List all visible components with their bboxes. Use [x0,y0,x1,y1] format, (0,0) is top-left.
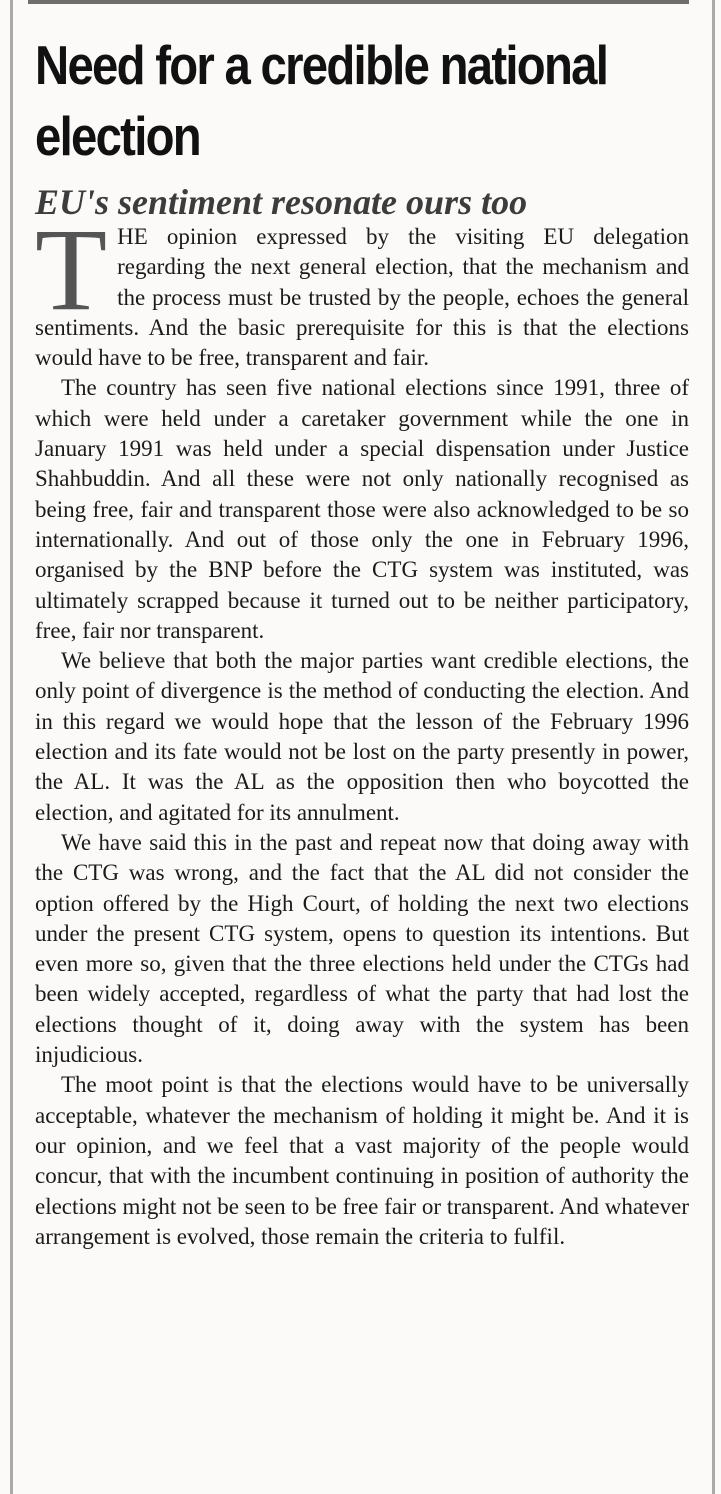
paragraph-5: The moot point is that the elections would have to be universally acceptable, whatever the mechanism of holding it might be. And it is our opinion, and we feel that a vast majority of the people would concur, that with the incumbent continuing in position of authority the elections might not be seen to be free fair or transparent. And whatever arrangement is evolved, those remain the criteria to fulfil. [35,1072,689,1249]
headline: Need for a credible national election [35,34,608,167]
article-body [35,204,689,1252]
paragraph-4: We have said this in the past and repeat now that doing away with the CTG was wrong, and the fact that the AL did not consider the option offered by the High Court, of holding the next two elections under the present CTG system, opens to question its intentions. But even more so, given that the three elections held under the CTGs had been widely accepted, regardless of what the party that had lost the elections thought of it, doing away with the system has been injudicious. [35,829,689,1068]
right-border-rule [712,0,715,1494]
left-border-rule [10,0,13,1494]
drop-cap: T [35,204,108,335]
top-border-rule [28,0,689,4]
subheadline: EU's sentiment resonate ours too [35,182,528,222]
editorial-article [35,30,689,1252]
paragraph-3: We believe that both the major parties want credible elections, the only point of divergence is the method of conducting the election. And in this regard we would hope that the lesson of the February 1996 election and its fate would not be lost on the party presently in power, the AL. It was the AL as the opposition then who boycotted the election, and agitated for its annulment. [35,648,689,825]
paragraph-2: The country has seen five national elections since 1991, three of which were held under a caretaker government while the one in January 1991 was held under a special dispensation under Justice Shahbuddin. And all these were not only nationally recognised as being free, fair and transparent those were also acknowledged to be so internationally. And out of those only the one in February 1996, organised by the BNP before the CTG system was instituted, was ultimately scrapped because it turned out to be neither participatory, free, fair nor transparent. [35,375,689,643]
paragraph-1 [35,204,689,373]
paragraph-1-text: HE opinion expressed by the visiting EU delegation regarding the next general election, that the mechanism and the process must be trusted by the people, echoes the general sentiments. And the basic prerequisite for this is that the elections would have to be free, transparent and fair. [35,224,689,371]
